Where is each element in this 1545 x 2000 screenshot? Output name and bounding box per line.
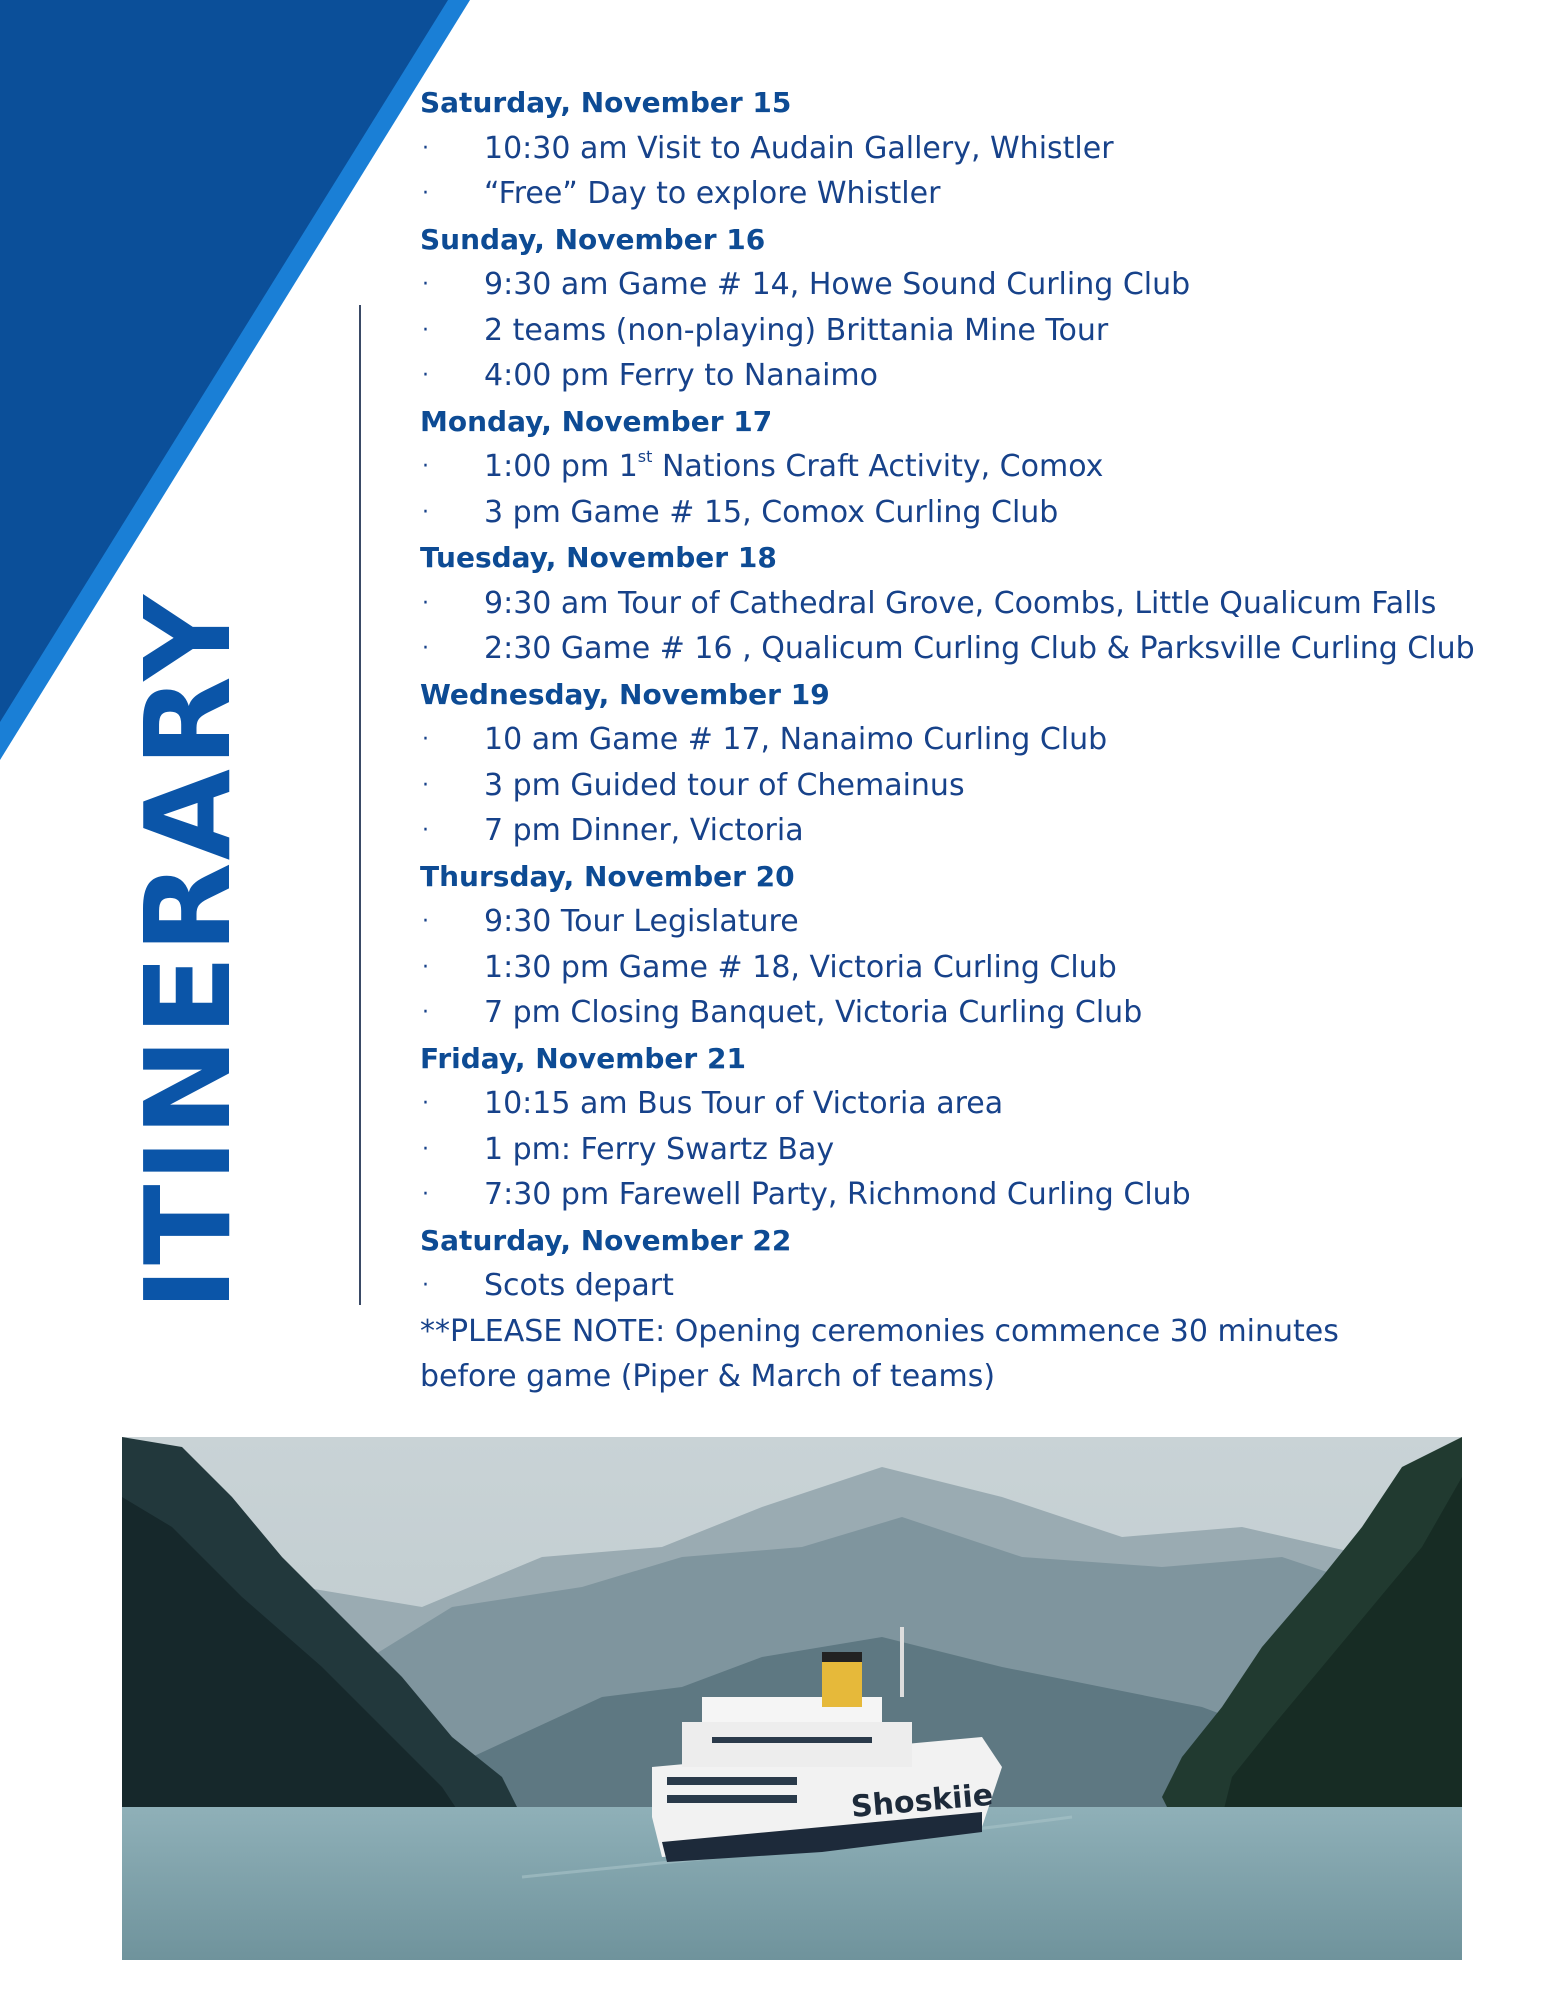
schedule-item-text: 1:30 pm Game # 18, Victoria Curling Club xyxy=(484,949,1117,985)
schedule-item-text: 7 pm Dinner, Victoria xyxy=(484,813,804,848)
bullet-icon: · xyxy=(422,499,429,525)
schedule-item-text: Scots depart xyxy=(484,1268,674,1303)
schedule-item xyxy=(420,490,1520,536)
schedule-item-text: 3 pm Game # 15, Comox Curling Club xyxy=(484,494,1059,530)
schedule-item-text: 4:00 pm Ferry to Nanaimo xyxy=(484,358,878,393)
schedule-item xyxy=(420,1172,1520,1218)
schedule-item-text: 1 pm: Ferry Swartz Bay xyxy=(484,1131,835,1167)
please-note: **PLEASE NOTE: Opening ceremonies commence 30 minutes before game (Piper & March of teams) xyxy=(420,1313,1339,1394)
schedule-item xyxy=(420,581,1520,627)
day-heading: Tuesday, November 18 xyxy=(420,541,777,574)
schedule-item-text: 9:30 Tour Legislature xyxy=(484,904,799,939)
day-heading: Monday, November 17 xyxy=(420,404,773,438)
day-heading: Saturday, November 22 xyxy=(420,1223,792,1257)
schedule-item xyxy=(420,1263,1520,1309)
schedule-item-text: 2 teams (non-playing) Brittania Mine Tour xyxy=(484,312,1109,348)
bullet-icon: · xyxy=(422,954,429,980)
schedule-item xyxy=(420,171,1520,217)
bullet-icon: · xyxy=(422,135,429,161)
bullet-icon: · xyxy=(422,772,429,798)
bullet-icon: · xyxy=(422,1273,429,1298)
schedule-item-text: 7 pm Closing Banquet, Victoria Curling Club xyxy=(484,995,1143,1030)
bullet-icon: · xyxy=(422,317,429,343)
schedule-item xyxy=(420,1127,1520,1173)
bullet-icon: · xyxy=(422,1182,429,1207)
day-heading: Thursday, November 20 xyxy=(420,859,795,893)
schedule-item-text: 9:30 am Tour of Cathedral Grove, Coombs, Little Qualicum Falls xyxy=(484,585,1437,621)
bullet-icon: · xyxy=(422,454,429,479)
ferry-photo xyxy=(122,1437,1462,1960)
schedule-item xyxy=(420,262,1520,308)
schedule-item xyxy=(420,899,1520,945)
schedule-item-text: 10:30 am Visit to Audain Gallery, Whistler xyxy=(484,130,1114,166)
day-heading: Wednesday, November 19 xyxy=(420,677,830,711)
bullet-icon: · xyxy=(422,363,429,388)
bullet-icon: · xyxy=(422,1000,429,1025)
vertical-divider xyxy=(359,305,361,1305)
title-container xyxy=(119,593,257,1311)
schedule-item xyxy=(420,945,1520,991)
schedule-item-text: 7:30 pm Farewell Party, Richmond Curling Club xyxy=(484,1177,1191,1212)
bullet-icon: · xyxy=(422,1091,429,1116)
bullet-icon: · xyxy=(422,909,429,934)
schedule-item xyxy=(420,126,1520,172)
bullet-icon: · xyxy=(422,181,429,206)
schedule-item xyxy=(420,1081,1520,1127)
schedule-item-text: 10 am Game # 17, Nanaimo Curling Club xyxy=(484,722,1108,757)
schedule-item-text: 3 pm Guided tour of Chemainus xyxy=(484,767,965,803)
schedule-item xyxy=(420,626,1520,672)
bullet-icon: · xyxy=(422,272,429,297)
schedule-item-text: 10:15 am Bus Tour of Victoria area xyxy=(484,1086,1004,1121)
schedule-item xyxy=(420,717,1520,763)
bullet-icon: · xyxy=(422,1136,429,1162)
ordinal-suffix: st xyxy=(637,447,653,466)
schedule-item xyxy=(420,308,1520,354)
bullet-icon: · xyxy=(422,818,429,843)
schedule-item xyxy=(420,353,1520,399)
schedule-item xyxy=(420,808,1520,854)
ship-name-text: Shoskiie xyxy=(849,1777,995,1825)
schedule-item-text: 9:30 am Game # 14, Howe Sound Curling Club xyxy=(484,267,1191,302)
schedule-item xyxy=(420,444,1520,490)
day-heading: Sunday, November 16 xyxy=(420,222,766,256)
schedule-item-text: Nations Craft Activity, Comox xyxy=(652,449,1104,484)
bullet-icon: · xyxy=(422,636,429,661)
page-title: ITINERARY xyxy=(119,593,257,1311)
schedule-item-text: 1:00 pm 1 xyxy=(484,449,638,484)
bullet-icon: · xyxy=(422,590,429,616)
schedule-item-text: 2:30 Game # 16 , Qualicum Curling Club & Parksville Curling Club xyxy=(484,631,1475,666)
schedule-item xyxy=(420,763,1520,809)
day-heading: Friday, November 21 xyxy=(420,1041,746,1075)
schedule-item xyxy=(420,990,1520,1036)
bullet-icon: · xyxy=(422,727,429,752)
day-heading: Saturday, November 15 xyxy=(420,86,792,119)
schedule-item-text: “Free” Day to explore Whistler xyxy=(484,176,941,211)
itinerary-schedule xyxy=(420,80,1520,1400)
